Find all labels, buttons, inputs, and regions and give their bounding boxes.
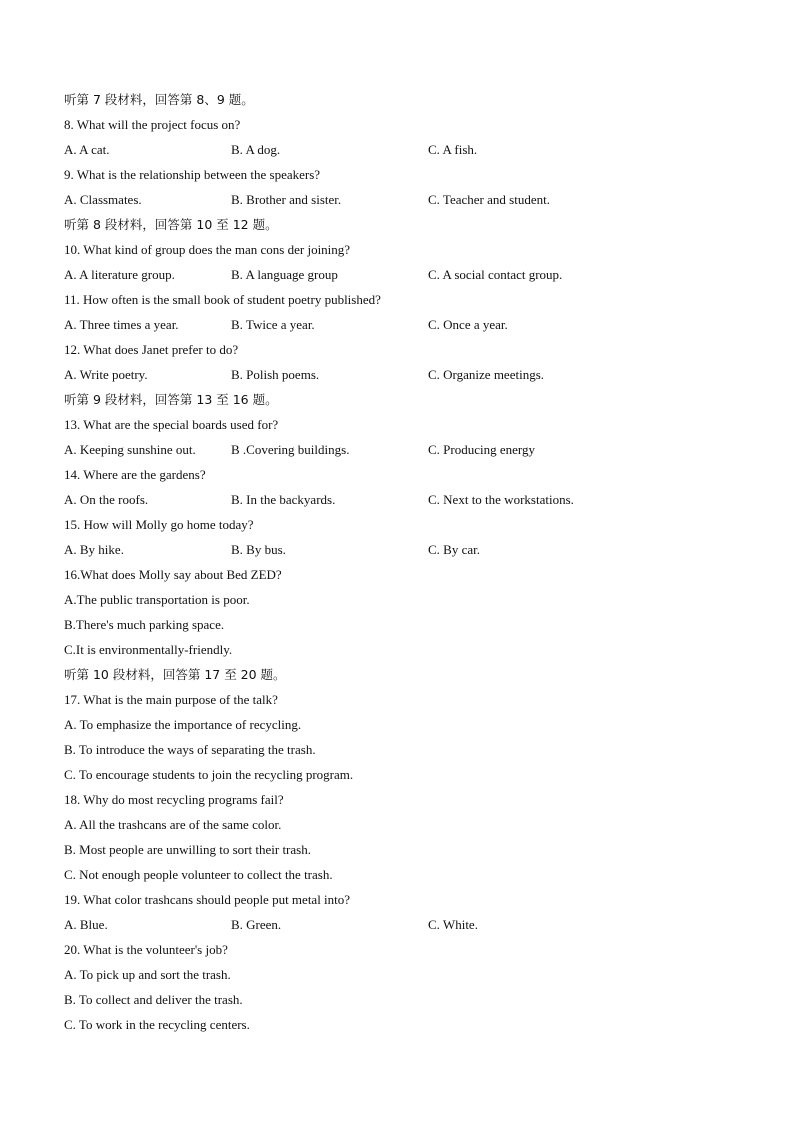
section-heading	[0, 212, 794, 237]
question-line: B. To introduce the ways of separating the trash.	[64, 742, 316, 757]
option-a: A. Classmates.	[64, 192, 142, 207]
question-text	[0, 112, 794, 137]
question-text	[0, 862, 794, 887]
question-text	[0, 612, 794, 637]
question-text	[0, 162, 794, 187]
option-b: B. Twice a year.	[231, 317, 315, 332]
option-c: C. White.	[428, 917, 478, 932]
question-line: 17. What is the main purpose of the talk?	[64, 692, 278, 707]
question-text	[0, 462, 794, 487]
question-line: C. To encourage students to join the recycling program.	[64, 767, 354, 782]
question-line: B.There's much parking space.	[64, 617, 225, 632]
question-text	[0, 737, 794, 762]
option-row	[0, 137, 794, 162]
question-line: A. To pick up and sort the trash.	[64, 967, 231, 982]
question-text	[0, 687, 794, 712]
question-text	[0, 512, 794, 537]
question-line: A. All the trashcans are of the same color.	[64, 817, 282, 832]
option-c: C. Organize meetings.	[428, 367, 545, 382]
question-text	[0, 287, 794, 312]
question-line: A. To emphasize the importance of recycling.	[64, 717, 302, 732]
question-text	[0, 937, 794, 962]
question-line: 14. Where are the gardens?	[64, 467, 206, 482]
section-heading-text: 听第 10 段材料，回答第 17 至 20 题。	[64, 667, 286, 682]
section-heading	[0, 662, 794, 687]
question-text	[0, 337, 794, 362]
question-line: B. Most people are unwilling to sort their trash.	[64, 842, 311, 857]
option-a: A. Blue.	[64, 917, 108, 932]
question-line: B. To collect and deliver the trash.	[64, 992, 243, 1007]
option-c: C. By car.	[428, 542, 480, 557]
question-text	[0, 837, 794, 862]
question-line: 19. What color trashcans should people put metal into?	[64, 892, 351, 907]
option-b: B. A dog.	[231, 142, 281, 157]
option-row	[0, 437, 794, 462]
question-line: A.The public transportation is poor.	[64, 592, 250, 607]
question-line: 16.What does Molly say about Bed ZED?	[64, 567, 282, 582]
question-text	[0, 237, 794, 262]
option-row	[0, 537, 794, 562]
option-row	[0, 312, 794, 337]
option-a: A. A cat.	[64, 142, 110, 157]
question-text	[0, 637, 794, 662]
question-line: 20. What is the volunteer's job?	[64, 942, 228, 957]
question-line: C. Not enough people volunteer to collect the trash.	[64, 867, 333, 882]
option-b: B. Green.	[231, 917, 282, 932]
question-text	[0, 987, 794, 1012]
question-text	[0, 412, 794, 437]
question-line: 9. What is the relationship between the speakers?	[64, 167, 321, 182]
option-a: A. Keeping sunshine out.	[64, 442, 196, 457]
question-text	[0, 787, 794, 812]
option-row	[0, 187, 794, 212]
question-text	[0, 812, 794, 837]
option-b: B. Brother and sister.	[231, 192, 342, 207]
option-c: C. Producing energy	[428, 442, 535, 457]
question-line: 11. How often is the small book of student poetry published?	[64, 292, 381, 307]
option-c: C. Teacher and student.	[428, 192, 550, 207]
question-text	[0, 1012, 794, 1037]
section-heading-text: 听第 9 段材料，回答第 13 至 16 题。	[64, 392, 278, 407]
option-row	[0, 912, 794, 937]
option-b: B. By bus.	[231, 542, 286, 557]
question-line: 15. How will Molly go home today?	[64, 517, 254, 532]
question-line: 8. What will the project focus on?	[64, 117, 241, 132]
question-line: 10. What kind of group does the man cons der joining?	[64, 242, 351, 257]
question-text	[0, 962, 794, 987]
question-line: 12. What does Janet prefer to do?	[64, 342, 239, 357]
question-line: C.It is environmentally-friendly.	[64, 642, 233, 657]
question-text	[0, 562, 794, 587]
option-c: C. Once a year.	[428, 317, 508, 332]
question-line: 13. What are the special boards used for?	[64, 417, 279, 432]
question-text	[0, 762, 794, 787]
section-heading	[0, 387, 794, 412]
option-a: A. By hike.	[64, 542, 124, 557]
option-b: B. A language group	[231, 267, 338, 282]
option-b: B .Covering buildings.	[231, 442, 350, 457]
option-c: C. A fish.	[428, 142, 478, 157]
question-text	[0, 887, 794, 912]
section-heading-text: 听第 8 段材料，回答第 10 至 12 题。	[64, 217, 278, 232]
option-b: B. Polish poems.	[231, 367, 320, 382]
option-a: A. Three times a year.	[64, 317, 179, 332]
exam-page	[0, 87, 794, 1037]
question-line: C. To work in the recycling centers.	[64, 1017, 250, 1032]
option-c: C. A social contact group.	[428, 267, 563, 282]
option-a: A. Write poetry.	[64, 367, 148, 382]
option-c: C. Next to the workstations.	[428, 492, 574, 507]
question-text	[0, 587, 794, 612]
question-line: 18. Why do most recycling programs fail?	[64, 792, 284, 807]
option-a: A. On the roofs.	[64, 492, 149, 507]
question-text	[0, 712, 794, 737]
option-row	[0, 487, 794, 512]
section-heading	[0, 87, 794, 112]
option-row	[0, 362, 794, 387]
section-heading-text: 听第 7 段材料，回答第 8、9 题。	[64, 92, 254, 107]
option-row	[0, 262, 794, 287]
option-a: A. A literature group.	[64, 267, 175, 282]
option-b: B. In the backyards.	[231, 492, 336, 507]
